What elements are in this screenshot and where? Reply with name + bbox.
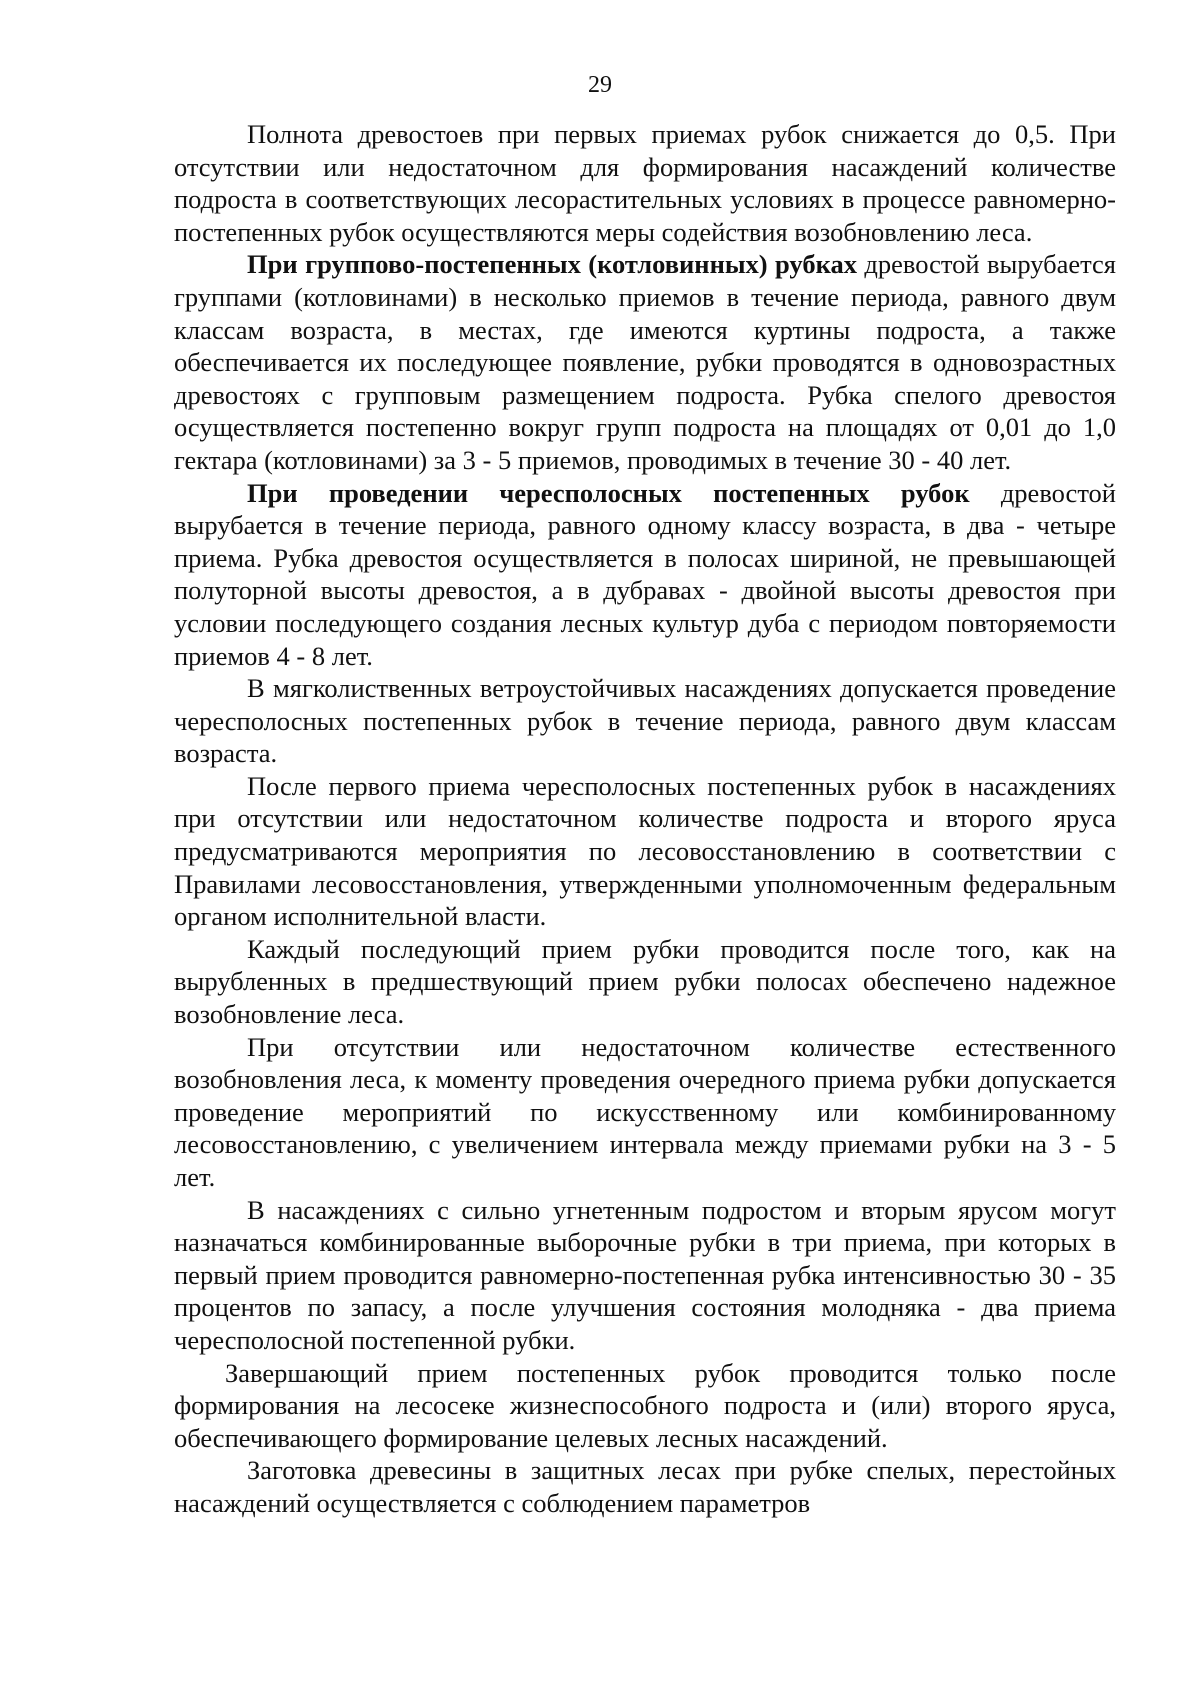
paragraph-bold-lead: При проведении чересполосных постепенных рубок: [247, 477, 970, 508]
paragraph-after-first-cut: [174, 770, 1116, 933]
paragraph-soft-leaved-stands: [174, 672, 1116, 770]
paragraph-text: В насаждениях с сильно угнетенным подростом и вторым ярусом могут назначаться комбинированные выборочные рубки в три приема, при которых в первый прием проводится равномерно-постепенная рубка интенсивностью 30 - 35 процентов по запасу, а после улучшения состояния молодняка - два приема чересполосной постепенной рубки.: [174, 1194, 1116, 1355]
paragraph-text: древостой вырубается группами (котловинами) в несколько приемов в течение периода, равного двум классам возраста, в местах, где имеются куртины подроста, а также обеспечивается их последующее появление, рубки проводятся в одновозрастных древостоях с групповым размещением подроста. Рубка спелого древостоя осуществляется постепенно вокруг групп подроста на площадях от 0,01 до 1,0 гектара (котловинами) за 3 - 5 приемов, проводимых в течение 30 - 40 лет.: [174, 249, 1116, 475]
paragraph-bold-lead: При групповo-постепенных (котловинных) рубках: [247, 249, 857, 280]
paragraph-text: Заготовка древесины в защитных лесах при рубке спелых, перестойных насаждений осуществляется с соблюдением параметров: [174, 1455, 1116, 1518]
document-body: [174, 118, 1116, 1520]
paragraph-timber-harvesting: [174, 1454, 1116, 1519]
paragraph-insufficient-regeneration: [174, 1031, 1116, 1194]
paragraph-text: Завершающий прием постепенных рубок проводится только после формирования на лесосеке жизнеспособного подроста и (или) второго яруса, обеспечивающего формирование целевых лесных насаждений.: [174, 1357, 1116, 1453]
paragraph-subsequent-cut: [174, 933, 1116, 1031]
paragraph-text: В мягколиственных ветроустойчивых насаждениях допускается проведение чересполосных постепенных рубок в течение периода, равного двум классам возраста.: [174, 673, 1116, 769]
paragraph-strip-gradual-cutting: [174, 477, 1116, 673]
paragraph-final-cut: [174, 1357, 1116, 1455]
page-number: 29: [588, 72, 612, 98]
paragraph-text: древостой вырубается в течение периода, равного одному классу возраста, в два - четыре приема. Рубка древостоя осуществляется в полосах шириной, не превышающей полуторной высоты древостоя, а в дубравах - двойной высоты древостоя при условии последующего создания лесных культур дуба с периодом повторяемости приемов 4 - 8 лет.: [174, 477, 1116, 671]
paragraph-text: Полнота древостоев при первых приемах рубок снижается до 0,5. При отсутствии или недостаточном для формирования насаждений количестве подроста в соответствующих лесорастительных условиях в процессе равномерно-постепенных рубок осуществляются меры содействия возобновлению леса.: [174, 119, 1116, 247]
paragraph-combined-selective-cutting: [174, 1194, 1116, 1357]
paragraph-text: После первого приема чересполосных постепенных рубок в насаждениях при отсутствии или недостаточном количестве подроста и второго яруса предусматриваются мероприятия по лесовосстановлению в соответствии с Правилами лесовосстановления, утвержденными уполномоченным федеральным органом исполнительной власти.: [174, 770, 1116, 932]
paragraph-text: Каждый последующий прием рубки проводится после того, как на вырубленных в предшествующий прием рубки полосах обеспечено надежное возобновление леса.: [174, 933, 1116, 1030]
paragraph-stand-density: [174, 118, 1116, 248]
paragraph-group-gradual-cutting: [174, 248, 1116, 476]
paragraph-text: При отсутствии или недостаточном количестве естественного возобновления леса, к моменту проведения очередного приема рубки допускается проведение мероприятий по искусственному или комбинированному лесовосстановлению, с увеличением интервала между приемами рубки на 3 - 5 лет.: [174, 1031, 1116, 1192]
